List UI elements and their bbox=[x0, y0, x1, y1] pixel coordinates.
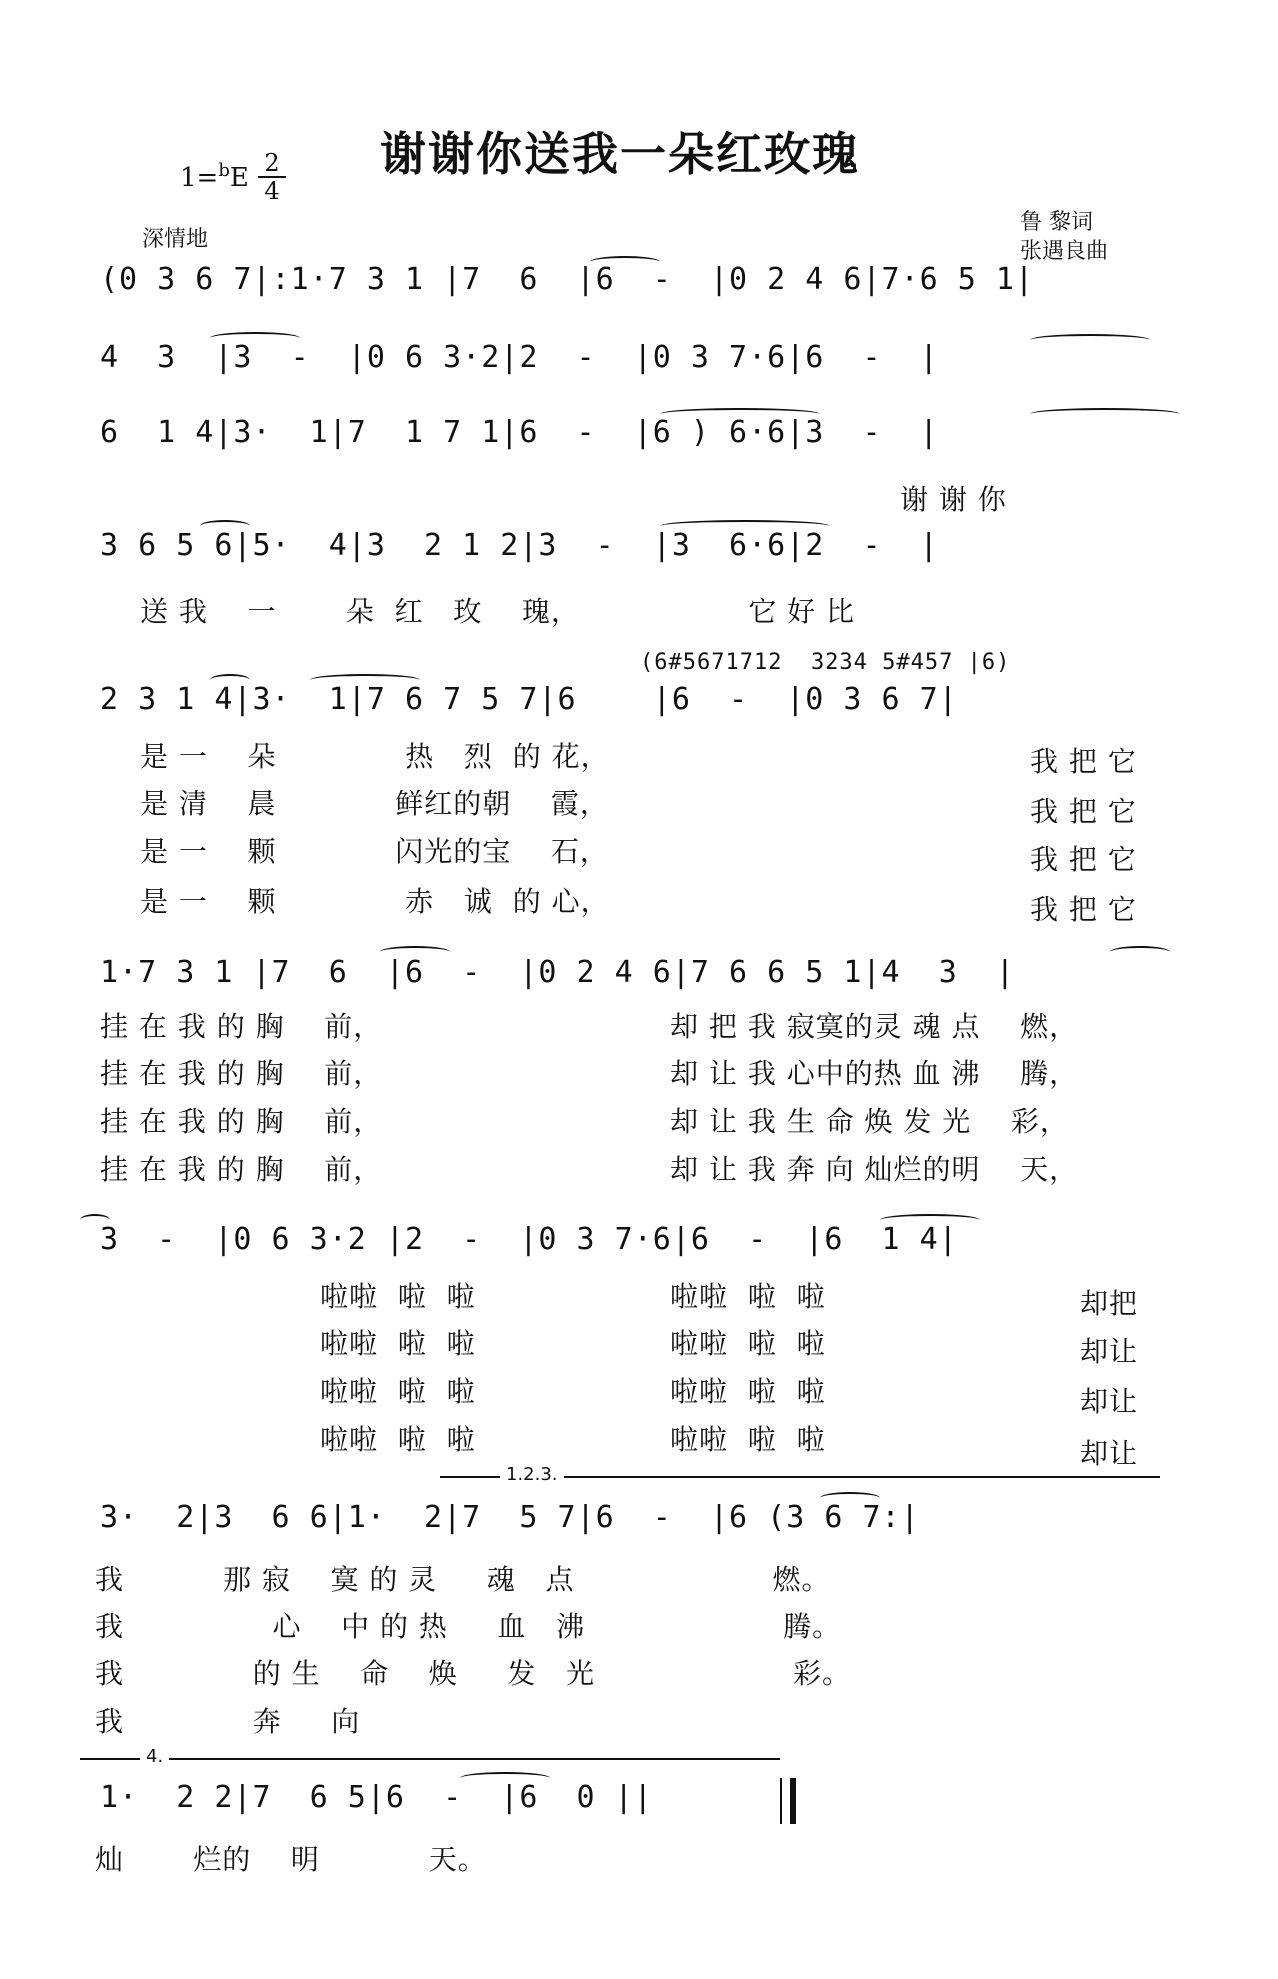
volta-second bbox=[80, 1746, 780, 1767]
lyric-verse-4: 是 一 颗 赤 诚 的 心， bbox=[140, 885, 610, 918]
lyric-ending-4: 我 奔 向 bbox=[95, 1705, 361, 1738]
tie bbox=[660, 408, 820, 420]
music-line-9: 1· 2 2|7 6 5|6 - |6 0 || bbox=[100, 1780, 653, 1815]
music-line-2: 4 3 |3 - |0 6 3·2|2 - |0 3 7·6|6 - | bbox=[100, 340, 939, 375]
time-signature bbox=[258, 150, 286, 204]
tie bbox=[820, 1492, 880, 1504]
lyric-la-2b: 啦啦 啦 啦 bbox=[670, 1327, 826, 1360]
key-flat: b bbox=[218, 160, 230, 181]
lyric-la-1a: 啦啦 啦 啦 bbox=[320, 1280, 476, 1313]
lyric-refrain-4a: 挂 在 我 的 胸 前， bbox=[100, 1153, 383, 1186]
tie bbox=[460, 1772, 550, 1784]
tie bbox=[80, 1214, 110, 1226]
tie bbox=[1110, 946, 1170, 958]
lyric-pickup-2: 我 把 它 bbox=[1030, 795, 1137, 828]
lyric-refrain-2b: 却 让 我 心中的热 血 沸 腾， bbox=[670, 1057, 1079, 1090]
lyric-refrain-1a: 挂 在 我 的 胸 前， bbox=[100, 1010, 383, 1043]
tie bbox=[210, 332, 300, 344]
final-barline-thin bbox=[780, 1778, 782, 1824]
lyric-pickup-3: 我 把 它 bbox=[1030, 843, 1137, 876]
music-line-6: 1·7 3 1 |7 6 |6 - |0 2 4 6|7 6 6 5 1|4 3 | bbox=[100, 955, 1015, 990]
lyric-refrain-4b: 却 让 我 奔 向 灿烂的明 天， bbox=[670, 1153, 1079, 1186]
music-line-8: 3· 2|3 6 6|1· 2|7 5 7|6 - |6 (3 6 7:| bbox=[100, 1500, 920, 1535]
key-prefix: 1= bbox=[180, 163, 219, 193]
lyric-verse-2: 是 清 晨 鲜红的朝 霞， bbox=[140, 787, 609, 820]
lyric-la-2a: 啦啦 啦 啦 bbox=[320, 1327, 476, 1360]
lyric-refrain-1b: 却 把 我 寂寞的灵 魂 点 燃， bbox=[670, 1010, 1079, 1043]
lyric-refrain-3a: 挂 在 我 的 胸 前， bbox=[100, 1105, 383, 1138]
volta-first-label: 1.2.3. bbox=[500, 1464, 564, 1485]
lyric-la-1b: 啦啦 啦 啦 bbox=[670, 1280, 826, 1313]
lyric-la-3a: 啦啦 啦 啦 bbox=[320, 1375, 476, 1408]
ossia-line: (6#5671712 3234 5#457 |6) bbox=[640, 650, 1011, 675]
page-title: 谢谢你送我一朵红玫瑰 bbox=[380, 127, 860, 181]
music-line-4: 3 6 5 6|5· 4|3 2 1 2|3 - |3 6·6|2 - | bbox=[100, 528, 939, 563]
music-line-7: 3 - |0 6 3·2 |2 - |0 3 7·6|6 - |6 1 4| bbox=[100, 1222, 958, 1257]
lyric-ending-2: 我 心 中 的 热 血 沸 腾。 bbox=[95, 1610, 842, 1643]
lyric-que-2: 却让 bbox=[1080, 1335, 1139, 1368]
volta-second-label: 4. bbox=[140, 1746, 169, 1767]
lyric-ending-1: 我 那 寂 寞 的 灵 魂 点 燃。 bbox=[95, 1563, 831, 1596]
meter-bottom: 4 bbox=[258, 176, 286, 204]
music-line-1: (0 3 6 7|:1·7 3 1 |7 6 |6 - |0 2 4 6|7·6 5 1| bbox=[100, 262, 1035, 297]
music-line-5: 2 3 1 4|3· 1|7 6 7 5 7|6 |6 - |0 3 6 7| bbox=[100, 682, 958, 717]
lyric-refrain-2a: 挂 在 我 的 胸 前， bbox=[100, 1057, 383, 1090]
lyric-line-3: 谢 谢 你 bbox=[900, 483, 1007, 516]
tie bbox=[660, 520, 830, 532]
meter-top: 2 bbox=[264, 149, 280, 177]
lyric-pickup-4: 我 把 它 bbox=[1030, 893, 1137, 926]
tie bbox=[880, 1214, 980, 1226]
lyric-que-4: 却让 bbox=[1080, 1437, 1139, 1470]
lyric-la-4b: 啦啦 啦 啦 bbox=[670, 1423, 826, 1456]
lyric-final: 灿 烂的 明 天。 bbox=[95, 1843, 487, 1876]
final-barline bbox=[790, 1778, 796, 1824]
expression-mark: 深情地 bbox=[142, 227, 209, 252]
lyric-la-4a: 啦啦 啦 啦 bbox=[320, 1423, 476, 1456]
tie bbox=[1030, 334, 1150, 346]
tie bbox=[1030, 408, 1180, 420]
tie bbox=[590, 256, 660, 268]
lyric-refrain-3b: 却 让 我 生 命 焕 发 光 彩， bbox=[670, 1105, 1069, 1138]
lyric-que-3: 却让 bbox=[1080, 1385, 1139, 1418]
lyric-ending-3: 我 的 生 命 焕 发 光 彩。 bbox=[95, 1657, 852, 1690]
lyric-pickup-1: 我 把 它 bbox=[1030, 745, 1137, 778]
lyric-line-4: 送 我 一 朵 红 玫 瑰， 它 好 比 bbox=[140, 595, 856, 628]
lyricist-credit: 鲁 黎词 bbox=[1020, 210, 1093, 235]
lyric-la-3b: 啦啦 啦 啦 bbox=[670, 1375, 826, 1408]
lyric-verse-1: 是 一 朵 热 烈 的 花， bbox=[140, 740, 610, 773]
key-note: E bbox=[229, 163, 249, 193]
music-line-3: 6 1 4|3· 1|7 1 7 1|6 - |6 ) 6·6|3 - | bbox=[100, 415, 939, 450]
lyric-verse-3: 是 一 颗 闪光的宝 石， bbox=[140, 835, 609, 868]
volta-first bbox=[440, 1464, 1160, 1485]
tie bbox=[380, 946, 450, 958]
composer-credit: 张遇良曲 bbox=[1020, 239, 1109, 264]
tie bbox=[200, 520, 250, 532]
tie bbox=[210, 674, 250, 686]
tie bbox=[310, 674, 420, 686]
lyric-que-1: 却把 bbox=[1080, 1287, 1139, 1320]
key-signature bbox=[180, 160, 249, 193]
